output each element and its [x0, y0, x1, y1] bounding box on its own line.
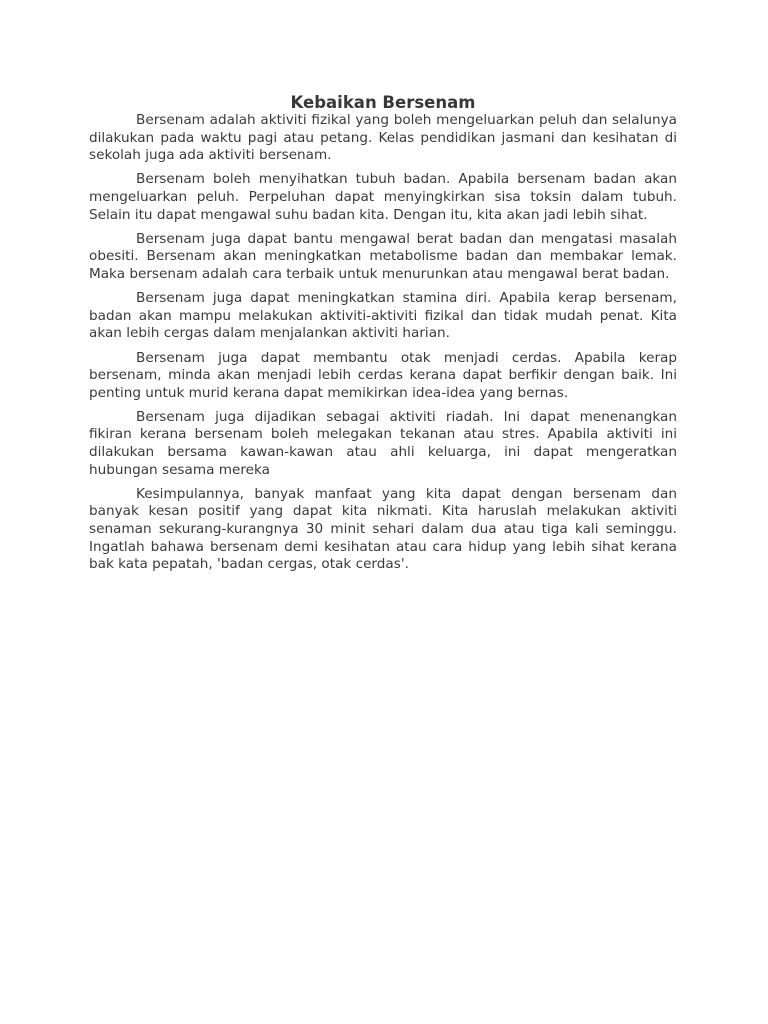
document-page — [89, 93, 677, 580]
paragraph-2: Bersenam boleh menyihatkan tubuh badan. Apabila bersenam badan akan mengeluarkan peluh. Perpeluhan dapat menyingkirkan sisa toksin dalam tubuh. Selain itu dapat mengawal suhu badan kita. Dengan itu, kita akan jadi lebih sihat. — [89, 171, 677, 223]
paragraph-6: Bersenam juga dijadikan sebagai aktiviti riadah. Ini dapat menenangkan fikiran kerana bersenam boleh melegakan tekanan atau stres. Apabila aktiviti ini dilakukan bersama kawan-kawan atau ahli keluarga, ini dapat mengeratkan hubungan sesama mereka — [89, 408, 677, 478]
paragraph-1: Bersenam adalah aktiviti fizikal yang boleh mengeluarkan peluh dan selalunya dilakukan pada waktu pagi atau petang. Kelas pendidikan jasmani dan kesihatan di sekolah juga ada aktiviti bersenam. — [89, 112, 677, 164]
paragraph-3: Bersenam juga dapat bantu mengawal berat badan dan mengatasi masalah obesiti. Bersenam akan meningkatkan metabolisme badan dan membakar lemak. Maka bersenam adalah cara terbaik untuk menurunkan atau mengawal berat badan. — [89, 230, 677, 282]
document-title: Kebaikan Bersenam — [290, 93, 476, 112]
paragraph-7: Kesimpulannya, banyak manfaat yang kita dapat dengan bersenam dan banyak kesan positif yang dapat kita nikmati. Kita haruslah melakukan aktiviti senaman sekurang-kurangnya 30 minit sehari dalam dua atau tiga kali seminggu. Ingatlah bahawa bersenam demi kesihatan atau cara hidup yang lebih sihat kerana bak kata pepatah, 'badan cergas, otak cerdas'. — [89, 485, 677, 573]
paragraph-5: Bersenam juga dapat membantu otak menjadi cerdas. Apabila kerap bersenam, minda akan menjadi lebih cerdas kerana dapat berfikir dengan baik. Ini penting untuk murid kerana dapat memikirkan idea-idea yang bernas. — [89, 349, 677, 401]
paragraph-4: Bersenam juga dapat meningkatkan stamina diri. Apabila kerap bersenam, badan akan mampu melakukan aktiviti-aktiviti fizikal dan tidak mudah penat. Kita akan lebih cergas dalam menjalankan aktiviti harian. — [89, 290, 677, 342]
